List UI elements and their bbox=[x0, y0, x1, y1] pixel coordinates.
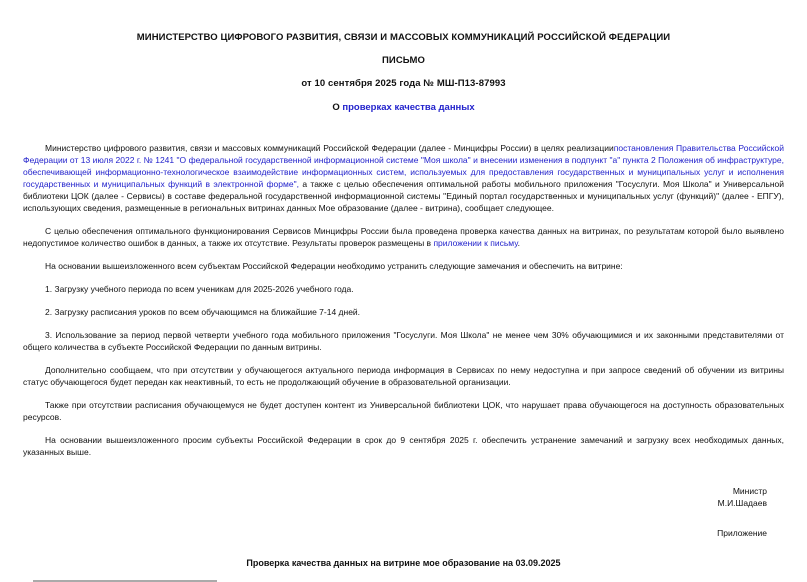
document-subject bbox=[23, 102, 784, 114]
list-item-2: 2. Загрузку расписания уроков по всем обучающимся на ближайшие 7-14 дней. bbox=[45, 307, 361, 317]
paragraph-deadline: На основании вышеизложенного просим субъекты Российской Федерации в срок до 9 сентября 2025 г. обеспечить устранение замечаний и загрузку всех необходимых данных, указанных выше. bbox=[23, 435, 784, 457]
paragraph-check-results-text-2: . bbox=[517, 238, 520, 248]
paragraph-intro-text-1: Министерство цифрового развития, связи и массовых коммуникаций Российской Федерации (далее - Минцифры России) в целях реализации bbox=[45, 143, 614, 153]
list-item-1: 1. Загрузку учебного периода по всем ученикам для 2025-2026 учебного года. bbox=[45, 284, 354, 294]
signer-title: Министр bbox=[732, 486, 767, 496]
list-item-3: 3. Использование за период первой четверти учебного года мобильного приложения "Госуслуги. Моя Школа" не менее чем 30% обучающимися и их законными представителями от общего количества в субъекте Российской Федерации по данным витрины. bbox=[23, 330, 784, 352]
document-date-number: от 10 сентября 2025 года № МШ-П13-87993 bbox=[301, 78, 506, 89]
attachment-title: Проверка качества данных на витрине мое образование на 03.09.2025 bbox=[246, 558, 561, 568]
signer-name: М.И.Шадаев bbox=[717, 498, 767, 508]
paragraph-schedule-warning: Также при отсутствии расписания обучающемуся не будет доступен контент из Универсальной библиотеки ЦОК, что нарушает права обучающегося на доступность образовательных ресурсов. bbox=[23, 400, 784, 422]
decree-link[interactable]: постановления Правительства Российской Федерации от 13 июля 2022 г. № 1241 "О федеральной государственной информационной системе "Моя школа" и внесении изменения в подпункт "а" пункта 2 Положения об инфраструктуре, обеспечивающей информационно-технологическое взаимодействие информационных систем, используемых для предоставления государственных и муниципальных услуг и исполнения государственных и муниципальных функций в электронной форме", bbox=[23, 143, 784, 189]
subject-link[interactable]: проверках качества данных bbox=[342, 102, 475, 113]
signature-block bbox=[23, 485, 767, 509]
subject-prefix: О bbox=[332, 102, 343, 113]
paragraph-check-results bbox=[23, 225, 784, 249]
paragraph-additional-info: Дополнительно сообщаем, что при отсутствии у обучающегося актуального периода информация в Сервисах по нему недоступна и при запросе сведений об обучении из витрины статус обучающегося будет передан как неактивный, то есть не продолжающий обучение в образовательной организации. bbox=[23, 365, 784, 387]
ministry-name: МИНИСТЕРСТВО ЦИФРОВОГО РАЗВИТИЯ, СВЯЗИ И МАССОВЫХ КОММУНИКАЦИЙ РОССИЙСКОЙ ФЕДЕРАЦИИ bbox=[136, 32, 671, 43]
attachment-link[interactable]: приложении к письму bbox=[433, 238, 518, 248]
paragraph-check-results-text-1: С целью обеспечения оптимального функционирования Сервисов Минцифры России была проведена проверка качества данных на витринах, по результатам которой было выявлено недопустимое количество ошибок в данных, а также их отсутствие. Результаты проверок размещены в bbox=[23, 226, 784, 248]
document-type: ПИСЬМО bbox=[381, 55, 425, 66]
paragraph-intro-text-2: а также с целью обеспечения оптимальной работы мобильного приложения "Госуслуги. Моя Школа" и Универсальной библиотеки ЦОК (далее - Сервисы) в составе федеральной государственной информационной системы "Единый портал государственных и муниципальных услуг (функций)" (далее - ЕПГУ), использующих сведения, размещенные в региональных витринах данных Мое образование (далее - витрина), сообщает следующее. bbox=[23, 179, 784, 213]
paragraph-intro bbox=[23, 142, 784, 214]
attachment-label: Приложение bbox=[717, 528, 767, 538]
letter-body bbox=[23, 142, 784, 458]
letter-header bbox=[23, 32, 784, 114]
paragraph-requirements-intro: На основании вышеизложенного всем субъектам Российской Федерации необходимо устранить следующие замечания и обеспечить на витрине: bbox=[45, 261, 623, 271]
